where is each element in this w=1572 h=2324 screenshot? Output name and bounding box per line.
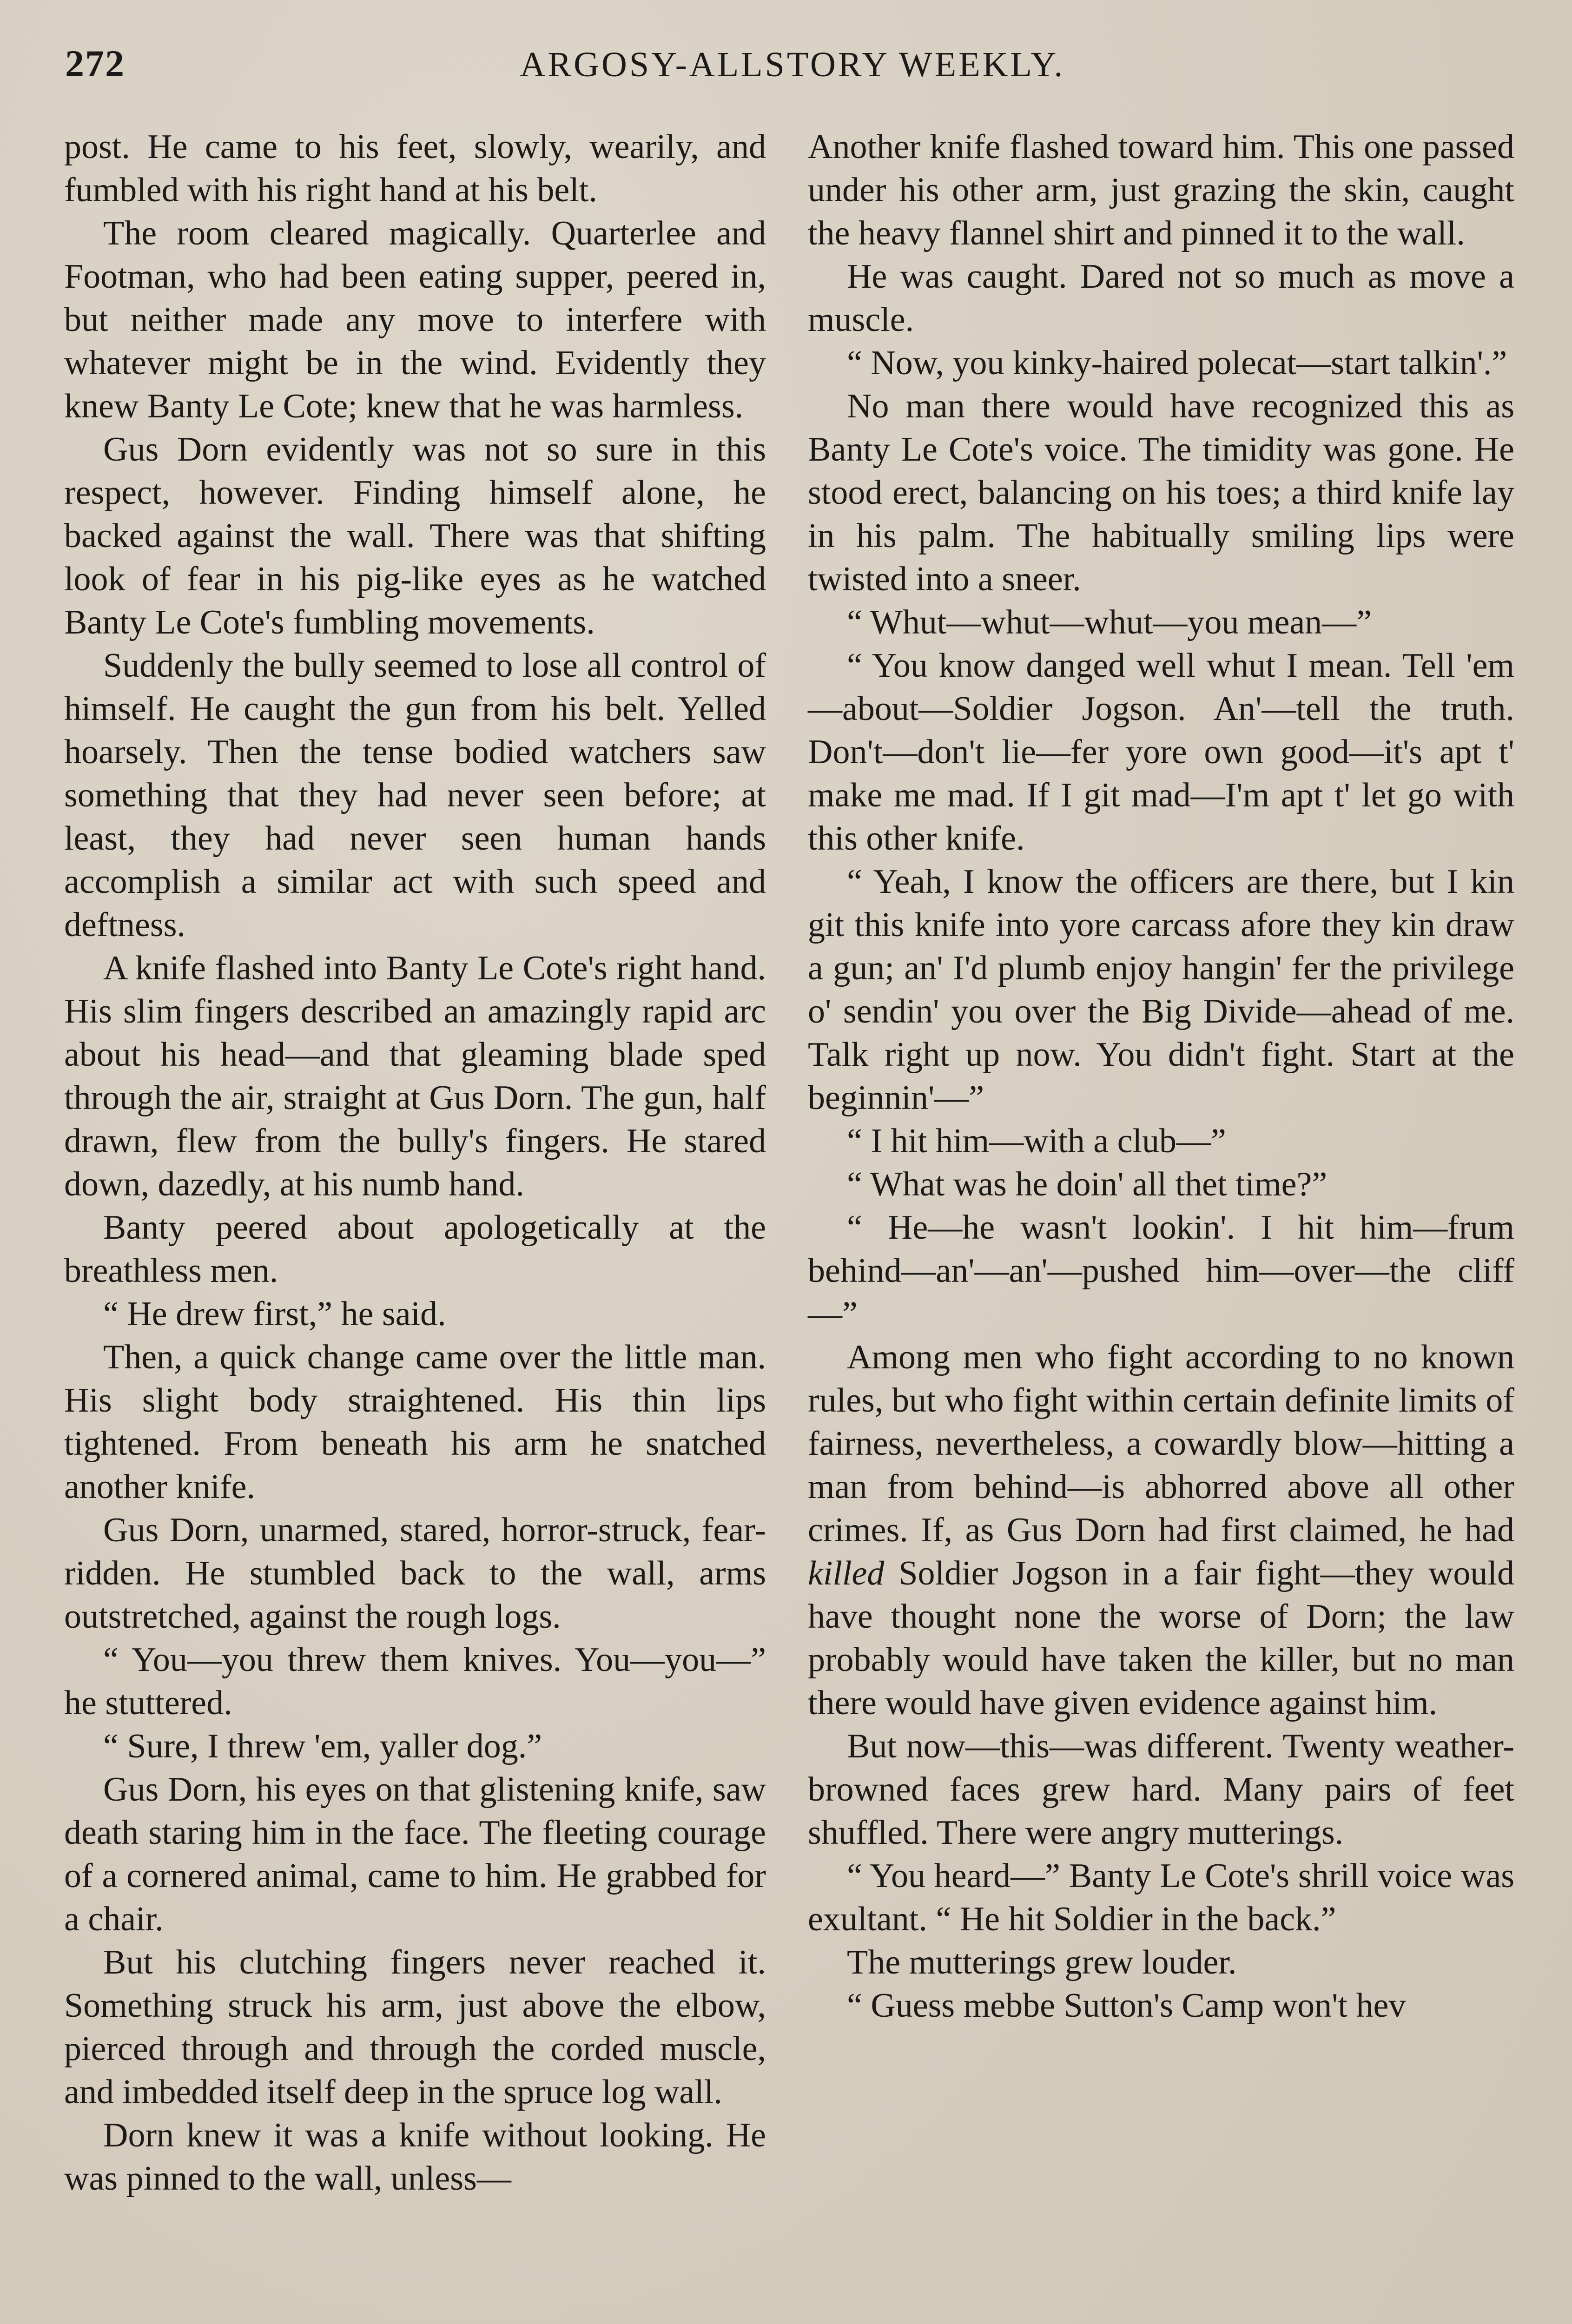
paragraph-text: “ He—he wasn't lookin'. I hit him—frum behind—an'—an'—pushed him—over—the cliff—” — [808, 1208, 1514, 1333]
paragraph-text: Among men who fight according to no known rules, but who fight within certain definite limits of fairness, nevertheless, a cowardly blow—hitting a man from behind—is abhorred above all other crimes. If, as Gus Dorn had first claimed, he had — [808, 1338, 1514, 1549]
paragraph — [64, 1941, 766, 2114]
paragraph — [64, 1725, 766, 1768]
paragraph — [64, 1206, 766, 1293]
right-text-column — [808, 125, 1514, 2027]
paragraph-text: Dorn knew it was a knife without looking. He was pinned to the wall, unless— — [64, 2116, 766, 2198]
paragraph-text: “ Whut—whut—whut—you mean—” — [847, 603, 1372, 641]
paragraph-text: “ You heard—” Banty Le Cote's shrill voice was exultant. “ He hit Soldier in the back.” — [808, 1857, 1514, 1938]
emphasized-word: killed — [808, 1554, 885, 1592]
paragraph-text: Then, a quick change came over the little man. His slight body straightened. His thin lips tightened. From beneath his arm he snatched another knife. — [64, 1338, 766, 1506]
paragraph — [64, 125, 766, 212]
paragraph-text: Gus Dorn, his eyes on that glistening knife, saw death staring him in the face. The fleeting courage of a cornered animal, came to him. He grabbed for a chair. — [64, 1770, 766, 1938]
paragraph — [64, 212, 766, 428]
paragraph-text: “ Sure, I threw 'em, yaller dog.” — [103, 1727, 542, 1765]
paragraph-text: post. He came to his feet, slowly, wearily, and fumbled with his right hand at his belt. — [64, 128, 766, 209]
paragraph — [808, 385, 1514, 601]
paragraph-text: A knife flashed into Banty Le Cote's right hand. His slim fingers described an amazingly rapid arc about his head—and that gleaming blade sped through the air, straight at Gus Dorn. The gun, half drawn, flew from the bully's fingers. He stared down, dazedly, at his numb hand. — [64, 949, 766, 1203]
paragraph — [808, 1984, 1514, 2027]
paragraph — [64, 1638, 766, 1725]
paragraph-text: He was caught. Dared not so much as move a muscle. — [808, 257, 1514, 339]
paragraph — [64, 1293, 766, 1336]
paragraph-text-continued: Soldier Jogson in a fair fight—they would have thought none the worse of Dorn; the law probably would have taken the killer, but no man there would have given evidence against him. — [808, 1554, 1514, 1722]
paragraph-text: Suddenly the bully seemed to lose all control of himself. He caught the gun from his belt. Yelled hoarsely. Then the tense bodied watchers saw something that they had never seen before; at least, they had never seen human hands accomplish a similar act with such speed and deftness. — [64, 647, 766, 944]
paragraph-text: “ You—you threw them knives. You—you—” he stuttered. — [64, 1641, 766, 1722]
paragraph — [808, 125, 1514, 255]
paragraph-text: Banty peered about apologetically at the breathless men. — [64, 1208, 766, 1290]
paragraph — [808, 1855, 1514, 1941]
paragraph — [64, 1336, 766, 1509]
page-header — [65, 42, 1520, 98]
paragraph-text: Another knife flashed toward him. This one passed under his other arm, just grazing the skin, caught the heavy flannel shirt and pinned it to the wall. — [808, 128, 1514, 252]
paragraph-text: Gus Dorn, unarmed, stared, horror-struck, fear-ridden. He stumbled back to the wall, arms outstretched, against the rough logs. — [64, 1511, 766, 1636]
paragraph — [64, 1509, 766, 1638]
paragraph — [808, 860, 1514, 1120]
paragraph-text: “ Yeah, I know the officers are there, but I kin git this knife into yore carcass afore they kin draw a gun; an' I'd plumb enjoy hangin' fer the privilege o' sendin' you over the Big Divide—ahead of me. Talk right up now. You didn't fight. Start at the beginnin'—” — [808, 863, 1514, 1117]
paragraph — [808, 255, 1514, 342]
paragraph — [64, 947, 766, 1206]
paragraph — [808, 1163, 1514, 1206]
paragraph — [808, 342, 1514, 385]
paragraph-text: Gus Dorn evidently was not so sure in this respect, however. Finding himself alone, he backed against the wall. There was that shifting look of fear in his pig-like eyes as he watched Banty Le Cote's fumbling movements. — [64, 430, 766, 641]
paragraph-text: The mutterings grew louder. — [847, 1943, 1237, 1981]
paragraph-text: But his clutching fingers never reached it. Something struck his arm, just above the elbow, pierced through and through the corded muscle, and imbedded itself deep in the spruce log wall. — [64, 1943, 766, 2111]
paragraph — [64, 644, 766, 947]
paragraph — [64, 1768, 766, 1941]
paragraph — [808, 1941, 1514, 1984]
paragraph-text: No man there would have recognized this as Banty Le Cote's voice. The timidity was gone. He stood erect, balancing on his toes; a third knife lay in his palm. The habitually smiling lips were twisted into a sneer. — [808, 387, 1514, 598]
paragraph-text: “ Now, you kinky-haired polecat—start talkin'.” — [847, 344, 1507, 382]
paragraph — [64, 428, 766, 644]
paragraph-text: “ You know danged well whut I mean. Tell 'em—about—Soldier Jogson. An'—tell the truth. Don't—don't lie—fer yore own good—it's apt t' make me mad. If I git mad—I'm apt t' let go with this other knife. — [808, 647, 1514, 858]
paragraph-text: The room cleared magically. Quarterlee and Footman, who had been eating supper, peered in, but neither made any move to interfere with whatever might be in the wind. Evidently they knew Banty Le Cote; knew that he was harmless. — [64, 214, 766, 425]
paragraph — [64, 2114, 766, 2200]
paragraph-text: “ He drew first,” he said. — [103, 1295, 446, 1333]
paragraph-text: “ Guess mebbe Sutton's Camp won't hev — [847, 1987, 1406, 2025]
left-text-column — [64, 125, 766, 2200]
paragraph — [808, 1206, 1514, 1336]
paragraph — [808, 601, 1514, 644]
paragraph — [808, 644, 1514, 860]
page-number: 272 — [65, 42, 125, 85]
paragraph-text: “ I hit him—with a club—” — [847, 1122, 1226, 1160]
paragraph — [808, 1336, 1514, 1725]
paragraph-text: But now—this—was different. Twenty weather-browned faces grew hard. Many pairs of feet shuffled. There were angry mutterings. — [808, 1727, 1514, 1852]
paragraph — [808, 1120, 1514, 1163]
paragraph — [808, 1725, 1514, 1855]
running-title: ARGOSY-ALLSTORY WEEKLY. — [520, 45, 1065, 84]
paragraph-text: “ What was he doin' all thet time?” — [847, 1165, 1328, 1203]
